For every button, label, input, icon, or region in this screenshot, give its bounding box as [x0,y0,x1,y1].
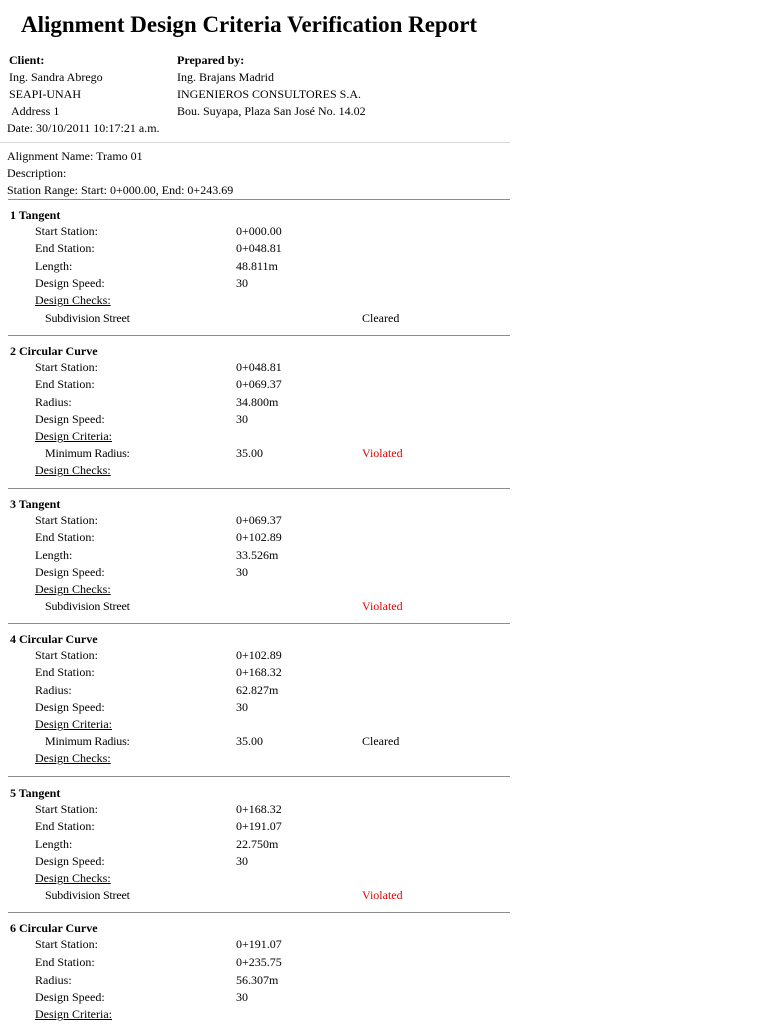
section-divider [8,623,510,624]
alignment-description: Description: [7,166,67,180]
property-row [0,258,768,275]
property-label: Radius: [35,683,72,697]
preparer-org: INGENIEROS CONSULTORES S.A. [177,87,362,101]
property-label: Design Speed: [35,990,105,1004]
preparer-name: Ing. Brajans Madrid [177,70,274,84]
design-check-row [0,445,768,462]
section-title: 2 Circular Curve [10,344,98,358]
property-label: Start Station: [35,648,98,662]
property-value: 30 [236,276,248,290]
property-value: 56.307m [236,973,279,987]
design-check-row [0,733,768,750]
property-label: End Station: [35,377,95,391]
property-value: 30 [236,565,248,579]
property-row [0,223,768,240]
property-value: 30 [236,990,248,1004]
property-row [0,376,768,393]
property-label: End Station: [35,241,95,255]
property-row [0,240,768,257]
property-value: 35.00 [236,446,263,460]
property-label: Length: [35,259,73,273]
subheading-label: Design Criteria: [35,717,112,731]
property-value: 30 [236,854,248,868]
status-violated: Violated [362,888,403,902]
property-row [0,664,768,681]
subheading-row [0,750,768,767]
check-name: Subdivision Street [45,888,130,902]
property-row [0,512,768,529]
check-name: Minimum Radius: [45,446,130,460]
property-value: 35.00 [236,734,263,748]
property-row [0,699,768,716]
subheading-row [0,581,768,598]
property-label: Start Station: [35,224,98,238]
property-value: 0+069.37 [236,513,282,527]
property-value: 0+168.32 [236,802,282,816]
client-address: Address 1 [11,104,60,118]
property-row [0,529,768,546]
header-divider [0,142,510,143]
property-row [0,411,768,428]
subheading-row [0,292,768,309]
property-value: 0+102.89 [236,530,282,544]
section-title: 3 Tangent [10,497,61,511]
property-label: Start Station: [35,937,98,951]
property-row [0,972,768,989]
subheading-row [0,716,768,733]
check-name: Minimum Radius: [45,734,130,748]
section-title: 5 Tangent [10,786,61,800]
subheading-row [0,1006,768,1023]
status-violated: Violated [362,446,403,460]
property-label: Start Station: [35,360,98,374]
property-row [0,801,768,818]
property-row [0,853,768,870]
property-value: 62.827m [236,683,279,697]
prepared-by-heading: Prepared by: [177,53,245,67]
subheading-label: Design Checks: [35,871,111,885]
section-divider [8,488,510,489]
property-row [0,394,768,411]
property-value: 0+235.75 [236,955,282,969]
client-heading: Client: [9,53,45,67]
subheading-label: Design Checks: [35,582,111,596]
property-row [0,818,768,835]
property-label: Length: [35,837,73,851]
section-divider [8,335,510,336]
property-row [0,936,768,953]
property-value: 0+069.37 [236,377,282,391]
property-label: Design Speed: [35,854,105,868]
section-title: 4 Circular Curve [10,632,98,646]
property-label: End Station: [35,955,95,969]
report-date: Date: 30/10/2011 10:17:21 a.m. [7,121,160,135]
property-value: 33.526m [236,548,279,562]
design-check-row [0,598,768,615]
property-label: Radius: [35,395,72,409]
property-value: 30 [236,700,248,714]
property-value: 0+168.32 [236,665,282,679]
property-value: 30 [236,412,248,426]
section-divider [8,776,510,777]
alignment-info [7,148,233,199]
property-row [0,275,768,292]
property-row [0,359,768,376]
client-name: Ing. Sandra Abrego [9,70,103,84]
preparer-address: Bou. Suyapa, Plaza San José No. 14.02 [177,104,366,118]
property-label: End Station: [35,665,95,679]
check-name: Subdivision Street [45,599,130,613]
property-label: Start Station: [35,802,98,816]
status-cleared: Cleared [362,311,400,325]
property-label: Length: [35,548,73,562]
station-range: Station Range: Start: 0+000.00, End: 0+243.69 [7,183,234,197]
report-title: Alignment Design Criteria Verification Report [21,12,478,37]
property-label: Design Speed: [35,276,105,290]
design-check-row [0,310,768,327]
alignment-divider [8,199,510,200]
property-value: 0+191.07 [236,937,282,951]
property-label: Design Speed: [35,412,105,426]
property-row [0,564,768,581]
property-label: End Station: [35,819,95,833]
property-row [0,647,768,664]
subheading-row [0,462,768,479]
subheading-label: Design Criteria: [35,429,112,443]
status-cleared: Cleared [362,734,400,748]
property-value: 34.800m [236,395,279,409]
property-value: 22.750m [236,837,279,851]
subheading-label: Design Checks: [35,463,111,477]
property-label: Radius: [35,973,72,987]
subheading-row [0,870,768,887]
subheading-label: Design Checks: [35,751,111,765]
property-value: 48.811m [236,259,278,273]
property-value: 0+048.81 [236,360,282,374]
property-label: End Station: [35,530,95,544]
subheading-label: Design Criteria: [35,1007,112,1021]
section-divider [8,912,510,913]
property-label: Design Speed: [35,565,105,579]
property-row [0,954,768,971]
alignment-name: Alignment Name: Tramo 01 [7,149,143,163]
status-violated: Violated [362,599,403,613]
property-value: 0+191.07 [236,819,282,833]
property-label: Design Speed: [35,700,105,714]
property-row [0,682,768,699]
section-title: 1 Tangent [10,208,61,222]
client-block [9,52,103,120]
client-org: SEAPI-UNAH [9,87,81,101]
property-label: Start Station: [35,513,98,527]
property-value: 0+102.89 [236,648,282,662]
property-value: 0+000.00 [236,224,282,238]
subheading-row [0,428,768,445]
property-row [0,989,768,1006]
subheading-label: Design Checks: [35,293,111,307]
prepared-by-block [177,52,366,120]
check-name: Subdivision Street [45,311,130,325]
section-title: 6 Circular Curve [10,921,98,935]
design-check-row [0,887,768,904]
property-row [0,547,768,564]
property-value: 0+048.81 [236,241,282,255]
property-row [0,836,768,853]
